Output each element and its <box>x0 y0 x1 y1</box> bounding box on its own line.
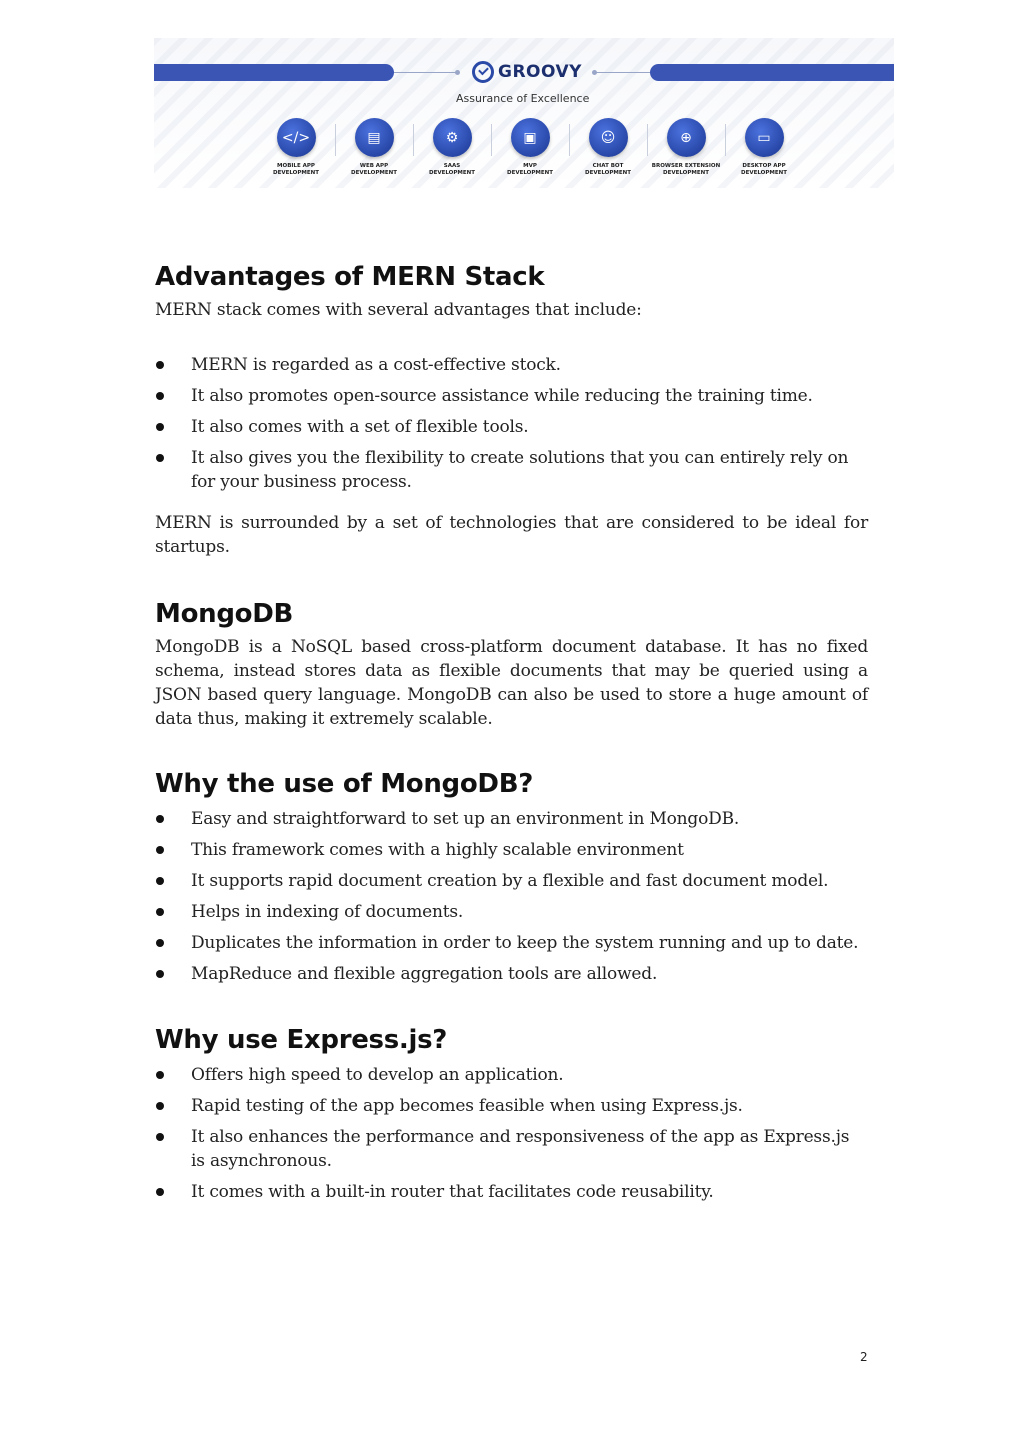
brand-name: GROOVY <box>498 62 582 82</box>
banner-bar-left <box>154 64 394 81</box>
bullet-item: It comes with a built-in router that facilitates code reusability. <box>155 1180 868 1204</box>
service-label-line: WEB APP <box>359 163 389 169</box>
service-divider <box>569 124 570 156</box>
services-row <box>260 118 800 177</box>
service-divider <box>725 124 726 156</box>
bullet-item: MapReduce and flexible aggregation tools are allowed. <box>155 962 868 986</box>
bullet-item: Rapid testing of the app becomes feasible when using Express.js. <box>155 1094 868 1118</box>
service-item <box>728 118 800 177</box>
service-divider <box>647 124 648 156</box>
saas-icon: ⚙ <box>433 118 472 157</box>
service-item <box>416 118 488 177</box>
bullet-item: It also comes with a set of flexible tools. <box>155 415 868 439</box>
service-label <box>572 163 644 177</box>
section-paragraph: MongoDB is a NoSQL based cross-platform document database. It has no fixed schema, instead stores data as flexible documents that may be queried using a JSON based query language. MongoDB can also be used to store a huge amount of data thus, making it extremely scalable. <box>155 637 868 729</box>
section-paragraph: MERN is surrounded by a set of technologies that are considered to be ideal for startups. <box>155 513 868 557</box>
service-label-line: DEVELOPMENT <box>273 170 319 176</box>
banner-connector-right <box>594 72 650 73</box>
service-label <box>494 163 566 177</box>
bullet-item: Offers high speed to develop an application. <box>155 1063 868 1087</box>
mvp-icon: ▣ <box>511 118 550 157</box>
service-label-line: MOBILE APP <box>277 163 315 169</box>
brand-tagline: Assurance of Excellence <box>456 92 590 105</box>
banner-connector-left <box>394 72 458 73</box>
service-label-line: DEVELOPMENT <box>351 170 397 176</box>
section-heading: MongoDB <box>155 599 294 629</box>
section-advantages-mern <box>155 258 868 559</box>
service-item <box>494 118 566 177</box>
groovy-logo <box>472 58 582 86</box>
service-label-line: DEVELOPMENT <box>429 170 475 176</box>
bullet-item: Duplicates the information in order to keep the system running and up to date. <box>155 931 868 955</box>
page-number: 2 <box>860 1350 868 1364</box>
section-heading: Why the use of MongoDB? <box>155 769 534 799</box>
mobile-app-icon: </> <box>277 118 316 157</box>
service-label-line: BROWSER EXTENSION <box>651 163 721 169</box>
service-label-line: DEVELOPMENT <box>585 170 631 176</box>
chat-bot-icon: ☺ <box>589 118 628 157</box>
service-divider <box>335 124 336 156</box>
service-label <box>650 163 722 177</box>
service-item <box>338 118 410 177</box>
groovy-logo-icon <box>472 61 494 83</box>
desktop-app-icon: ▭ <box>745 118 784 157</box>
service-divider <box>491 124 492 156</box>
service-label-line: DESKTOP APP <box>742 163 786 169</box>
bullet-item: It also promotes open-source assistance while reducing the training time. <box>155 384 868 408</box>
header-banner <box>154 38 894 188</box>
section-heading: Advantages of MERN Stack <box>155 262 545 292</box>
bullet-item: It supports rapid document creation by a flexible and fast document model. <box>155 869 868 893</box>
section-mongodb <box>155 595 868 731</box>
service-label-line: MVP <box>523 163 537 169</box>
service-item <box>572 118 644 177</box>
banner-bar-right <box>650 64 894 81</box>
browser-extension-icon: ⊕ <box>667 118 706 157</box>
bullet-item: Easy and straightforward to set up an environment in MongoDB. <box>155 807 868 831</box>
web-app-icon: ▤ <box>355 118 394 157</box>
service-label-line: DEVELOPMENT <box>663 170 709 176</box>
section-paragraph: MERN stack comes with several advantages that include: <box>155 300 642 320</box>
service-label-line: CHAT BOT <box>592 163 624 169</box>
service-item <box>650 118 722 177</box>
service-item <box>260 118 332 177</box>
service-label <box>338 163 410 177</box>
bullet-item: It also enhances the performance and responsiveness of the app as Express.js is asynchronous. <box>155 1125 868 1173</box>
bullet-item: MERN is regarded as a cost-effective stock. <box>155 353 868 377</box>
bullet-item: This framework comes with a highly scalable environment <box>155 838 868 862</box>
document-body <box>155 258 868 1211</box>
section-heading: Why use Express.js? <box>155 1025 448 1055</box>
service-label-line: DEVELOPMENT <box>741 170 787 176</box>
service-divider <box>413 124 414 156</box>
bullet-list <box>155 353 868 494</box>
service-label-line: DEVELOPMENT <box>507 170 553 176</box>
bullet-list <box>155 1063 868 1204</box>
bullet-item: Helps in indexing of documents. <box>155 900 868 924</box>
service-label <box>260 163 332 177</box>
service-label <box>416 163 488 177</box>
bullet-list <box>155 807 868 986</box>
service-label-line: SAAS <box>443 163 461 169</box>
section-why-mongodb <box>155 765 868 986</box>
section-why-express <box>155 1021 868 1204</box>
bullet-item: It also gives you the flexibility to create solutions that you can entirely rely on for your business process. <box>155 446 868 494</box>
service-label <box>728 163 800 177</box>
